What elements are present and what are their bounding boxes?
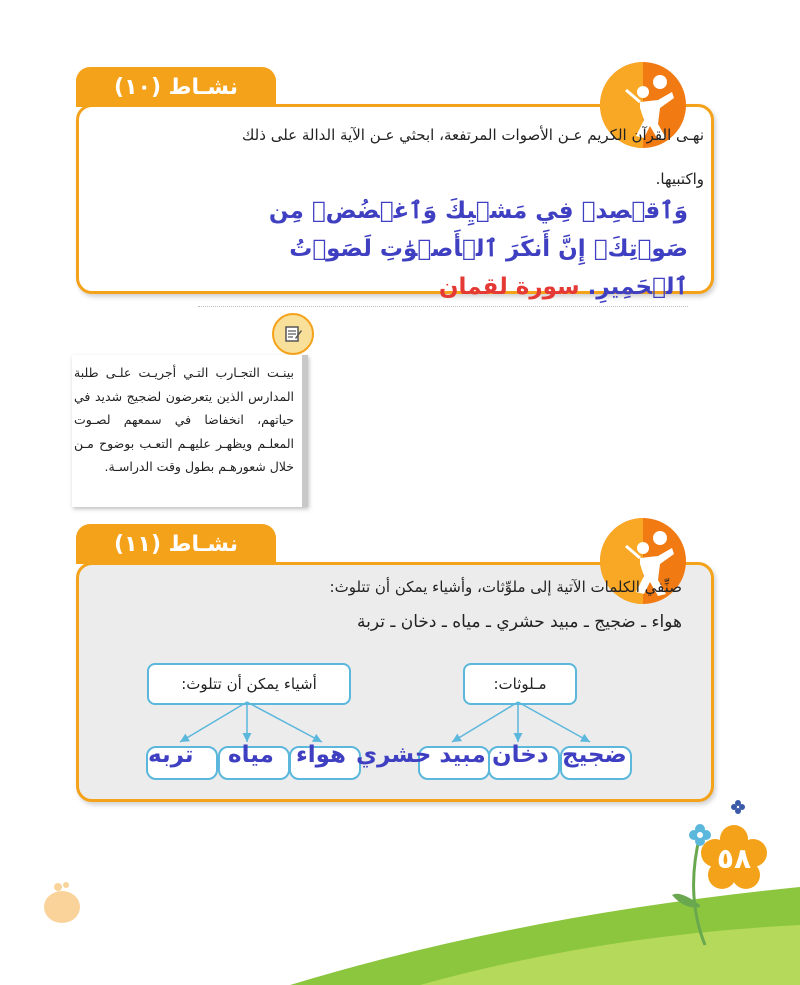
answer-pesticide: مبيد حشري	[356, 742, 486, 768]
answer-air: هواء	[296, 742, 347, 768]
activity-10-question-end: واكتبيها.	[655, 170, 704, 188]
surah-name: سورة لقمان	[438, 274, 580, 300]
activity-11-instruction: صنِّفي الكلمات الآتية إلى ملوِّثات، وأشياء يمكن أن تتلوث:	[329, 578, 682, 596]
word-list: هواء ـ ضجيج ـ مبيد حشري ـ مياه ـ دخان ـ تربة	[357, 612, 682, 632]
page-number: ٥٨	[716, 842, 752, 875]
answer-soil: تربه	[148, 742, 194, 768]
activity-10-question: نهـى القرآن الكريم عـن الأصوات المرتفعة، ابحثي عـن الآية الدالة على ذلك	[242, 126, 704, 144]
answer-noise: ضجيج	[562, 742, 627, 768]
polluted-things-category: أشياء يمكن أن تتلوث:	[147, 663, 351, 705]
answer-smoke: دخان	[492, 742, 549, 768]
answer-water: مياه	[228, 742, 274, 768]
note-text: بينـت التجـارب التـي أجريـت علـى طلبة المدارس الذين يتعرضون لضجيج شديد في حياتهم، انخفاضا في سمعهم لصـوت المعلـم ويظهـر عليهـم التعـب بوضوح مـن خلال شعورهـم بطول وقت الدراسـة.	[74, 365, 294, 474]
verse-text: وَٱقۡصِدۡ فِي مَشۡيِكَ وَٱغۡضُضۡ مِن صَوۡتِكَۚ إِنَّ أَنكَرَ ٱلۡأَصۡوَٰتِ لَصَوۡتُ ٱلۡحَمِيرِ.	[268, 198, 688, 300]
activity-10-title: نشـاط (١٠)	[76, 67, 276, 107]
footer-decoration	[0, 795, 800, 985]
activity-11-title: نشـاط (١١)	[76, 524, 276, 564]
pollutants-category: مـلوثات:	[463, 663, 577, 705]
